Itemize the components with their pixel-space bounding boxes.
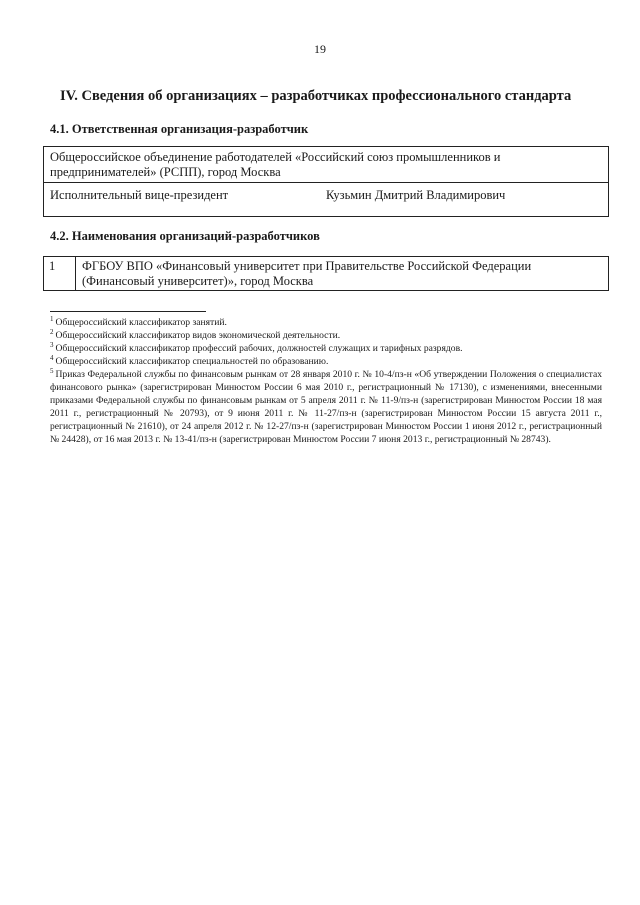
footnote: [50, 316, 602, 329]
responsible-org-person: Кузьмин Дмитрий Владимирович: [326, 188, 506, 202]
developer-org-name: ФГБОУ ВПО «Финансовый университет при Правительстве Российской Федерации (Финансовый университет)», город Москва: [76, 257, 609, 291]
footnote-mark: 3: [50, 340, 54, 349]
developer-org-row: [44, 257, 609, 291]
footnote-text: Общероссийский классификатор профессий рабочих, должностей служащих и тарифных разрядов.: [55, 343, 463, 354]
footnote: [50, 342, 602, 355]
footnotes: [50, 316, 602, 446]
developer-orgs-table: [43, 256, 609, 291]
developer-orgs-heading: 4.2. Наименования организаций-разработчиков: [50, 229, 320, 243]
footnote-mark: 5: [50, 366, 54, 375]
footnote-text: Приказ Федеральной службы по финансовым рынкам от 28 января 2010 г. № 10-4/пз-н «Об утверждении Положения о специалистах финансового рынка» (зарегистрирован Минюстом России 6 мая 2010 г., регистрационный № 17130), с изменениями, внесенными приказами Федеральной службы по финансовым рынкам от 5 апреля 2011 г. № 11-9/пз-н (зарегистрирован Минюстом России 18 мая 2011 г., регистрационный № 20793), от 9 июня 2011 г. № 11-27/пз-н (зарегистрирован Минюстом России 15 августа 2011 г., регистрационный № 21610), от 24 апреля 2012 г. № 12-27/пз-н (зарегистрирован Минюстом России 1 июня 2012 г., регистрационный № 24428), от 16 мая 2013 г. № 13-41/пз-н (зарегистрирован Минюстом России 7 июня 2013 г., регистрационный № 28743).: [50, 369, 602, 445]
responsible-org-table: [43, 146, 609, 217]
footnote: [50, 329, 602, 342]
footnote-separator: [50, 311, 206, 312]
page-number: 19: [314, 42, 326, 56]
footnote-mark: 1: [50, 314, 54, 323]
developer-org-number: 1: [44, 257, 76, 291]
responsible-org-person-row: [44, 183, 609, 217]
responsible-org-position: Исполнительный вице-президент: [50, 188, 229, 202]
section-title: IV. Сведения об организациях – разработчиках профессионального стандарта: [60, 88, 572, 104]
responsible-org-name: Общероссийское объединение работодателей «Российский союз промышленников и предпринимателей» (РСПП), город Москва: [44, 147, 609, 183]
footnote-mark: 2: [50, 327, 54, 336]
responsible-org-heading: 4.1. Ответственная организация-разработчик: [50, 122, 309, 136]
footnote-text: Общероссийский классификатор специальностей по образованию.: [55, 356, 329, 367]
footnote-text: Общероссийский классификатор видов экономической деятельности.: [55, 330, 341, 341]
footnote: [50, 368, 602, 446]
responsible-org-person-cell: [44, 183, 609, 217]
responsible-org-name-row: [44, 147, 609, 183]
footnote: [50, 355, 602, 368]
footnote-mark: 4: [50, 353, 54, 362]
footnote-text: Общероссийский классификатор занятий.: [55, 317, 227, 328]
